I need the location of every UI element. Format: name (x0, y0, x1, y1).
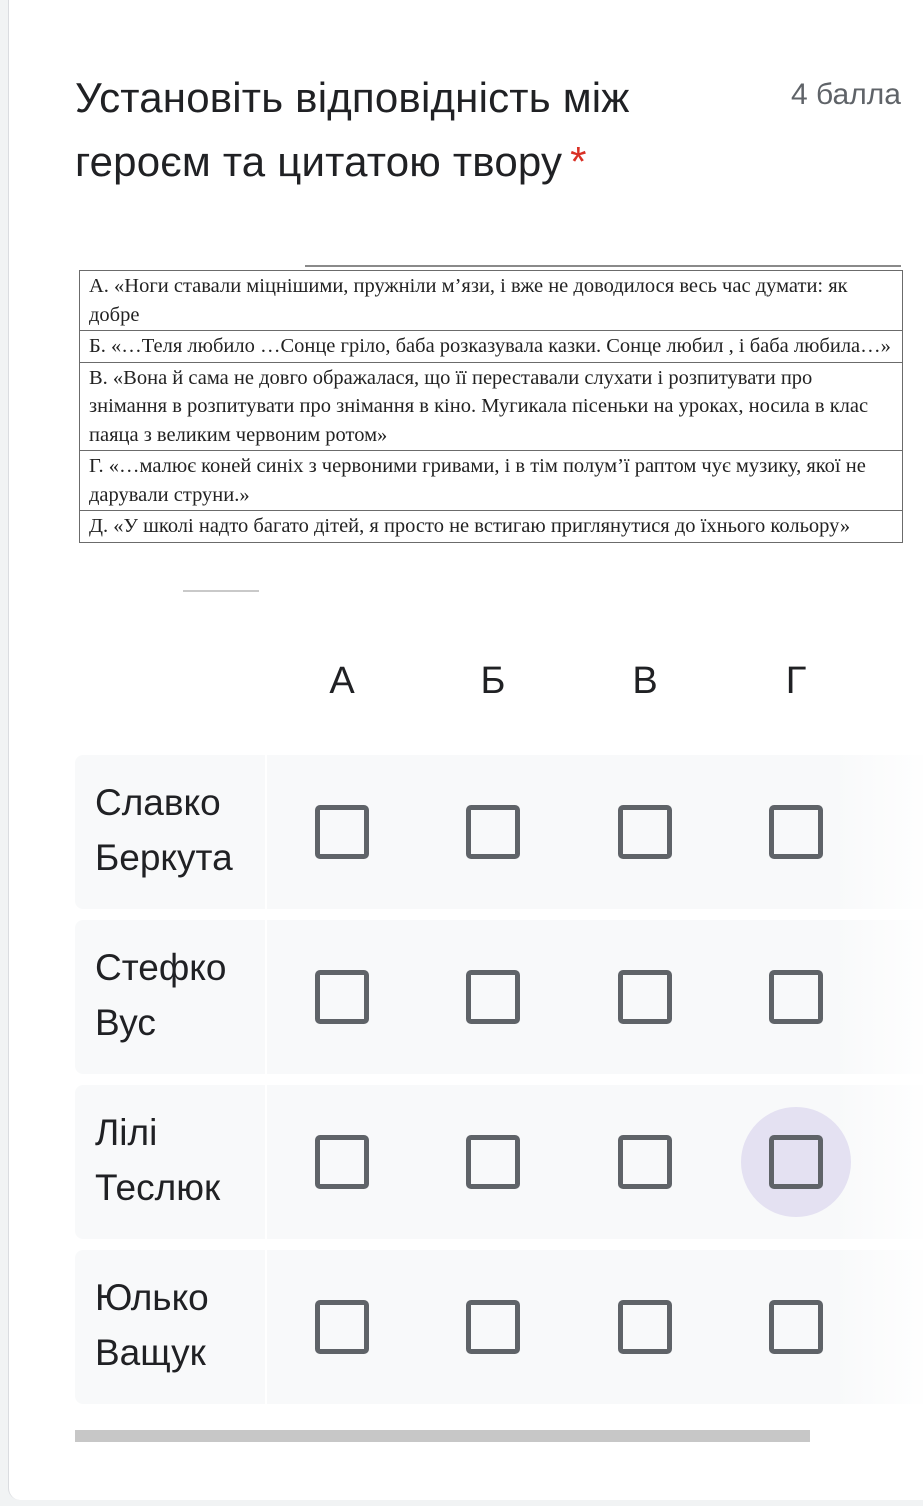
checkbox[interactable] (466, 1135, 520, 1189)
cell-yulko-h[interactable] (741, 1272, 851, 1382)
row-cells (267, 920, 923, 1074)
row-label-text: Славко Беркута (95, 782, 233, 878)
row-label (75, 920, 265, 1074)
horizontal-scrollbar[interactable] (75, 1430, 810, 1442)
grid-row-stefko (75, 920, 923, 1074)
checkbox[interactable] (315, 805, 369, 859)
image-edge-line (183, 590, 259, 592)
row-label (75, 1250, 265, 1404)
quotes-image-table (79, 270, 903, 543)
scrollbar-thumb[interactable] (75, 1430, 810, 1442)
cell-lili-h-focused[interactable] (741, 1107, 851, 1217)
cell-yulko-b[interactable] (438, 1272, 548, 1382)
quote-cell-h: Г. «…малює коней синіх з червоними гривами, і в тім полум’ї раптом чує музику, якої не дарували струни.» (80, 451, 903, 511)
grid-row-yulko (75, 1250, 923, 1404)
question-title (75, 66, 735, 194)
quote-cell-v: В. «Вона й сама не довго ображалася, що її переставали слухати і розпитувати про знімання в розпитувати про знімання в кіно. Мугикала пісеньки на уроках, носила в клас паяца з великим червоним ротом» (80, 362, 903, 451)
checkbox[interactable] (315, 970, 369, 1024)
checkbox[interactable] (618, 1135, 672, 1189)
question-points: 4 балла (791, 78, 901, 111)
column-header-b: Б (480, 660, 506, 702)
quote-row (80, 271, 903, 331)
quote-cell-d: Д. «У школі надто багато дітей, я просто не встигаю приглянутися до їхнього кольору» (80, 511, 903, 543)
row-label (75, 1085, 265, 1239)
question-title-text: Установіть відповідність між героєм та цитатою твору (75, 74, 630, 185)
cell-slavko-v[interactable] (590, 777, 700, 887)
checkbox[interactable] (769, 1300, 823, 1354)
cell-stefko-a[interactable] (287, 942, 397, 1052)
row-cells (267, 1250, 923, 1404)
quote-row (80, 451, 903, 511)
row-cells (267, 1085, 923, 1239)
checkbox[interactable] (466, 805, 520, 859)
row-label-text: Юлько Ващук (95, 1277, 209, 1373)
grid-row-slavko (75, 755, 923, 909)
row-cells (267, 755, 923, 909)
cell-stefko-h[interactable] (741, 942, 851, 1052)
checkbox[interactable] (315, 1300, 369, 1354)
question-card (8, 0, 923, 1500)
column-header-v: В (632, 660, 658, 702)
quote-row (80, 511, 903, 543)
checkbox[interactable] (769, 1135, 823, 1189)
row-label-text: Стефко Вус (95, 947, 227, 1043)
cell-slavko-a[interactable] (287, 777, 397, 887)
image-edge-line (305, 265, 901, 267)
cell-stefko-b[interactable] (438, 942, 548, 1052)
cell-lili-a[interactable] (287, 1107, 397, 1217)
cell-yulko-v[interactable] (590, 1272, 700, 1382)
cell-slavko-b[interactable] (438, 777, 548, 887)
cell-lili-v[interactable] (590, 1107, 700, 1217)
checkbox[interactable] (769, 805, 823, 859)
cell-lili-b[interactable] (438, 1107, 548, 1217)
quote-cell-a: А. «Ноги ставали міцнішими, пружніли м’язи, і вже не доводилося весь час думати: як добре (80, 271, 903, 331)
checkbox[interactable] (466, 1300, 520, 1354)
cell-stefko-v[interactable] (590, 942, 700, 1052)
required-asterisk: * (570, 138, 587, 185)
cell-yulko-a[interactable] (287, 1272, 397, 1382)
row-label (75, 755, 265, 909)
checkbox[interactable] (618, 805, 672, 859)
checkbox[interactable] (618, 970, 672, 1024)
column-header-a: А (329, 660, 355, 702)
quote-cell-b: Б. «…Теля любило …Сонце гріло, баба розказувала казки. Сонце любил , і баба любила…» (80, 331, 903, 363)
column-header-h: Г (785, 660, 807, 702)
grid-row-lili (75, 1085, 923, 1239)
cell-slavko-h[interactable] (741, 777, 851, 887)
quote-row (80, 331, 903, 363)
checkbox[interactable] (315, 1135, 369, 1189)
checkbox[interactable] (618, 1300, 672, 1354)
checkbox[interactable] (769, 970, 823, 1024)
checkbox[interactable] (466, 970, 520, 1024)
row-label-text: Лілі Теслюк (95, 1112, 221, 1208)
quote-row (80, 362, 903, 451)
